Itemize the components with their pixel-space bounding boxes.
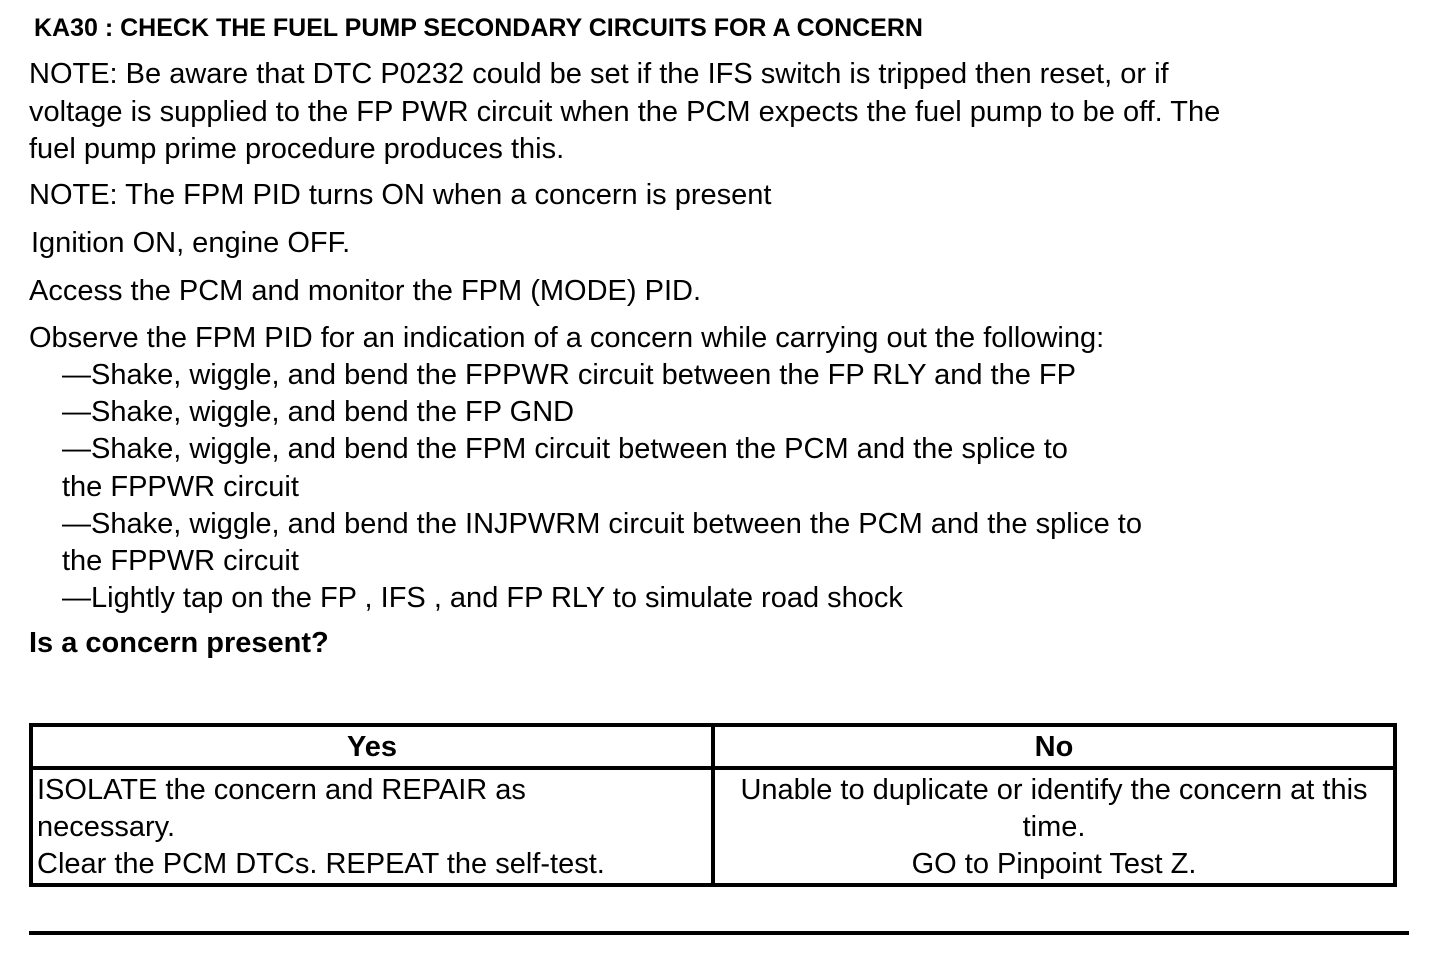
decision-table — [29, 723, 1397, 887]
note-line: voltage is supplied to the FP PWR circuit when the PCM expects the fuel pump to be off. The — [29, 95, 1221, 128]
yes-action-cell — [31, 768, 713, 885]
list-item: —Shake, wiggle, and bend the FPPWR circuit between the FP RLY and the FP — [62, 359, 1076, 391]
note-fpm-pid: NOTE: The FPM PID turns ON when a concern is present — [29, 179, 772, 211]
question-concern-present: Is a concern present? — [29, 627, 329, 659]
yes-action-line: Clear the PCM DTCs. REPEAT the self-test. — [37, 848, 605, 880]
list-item: —Shake, wiggle, and bend the FP GND — [62, 396, 575, 429]
table-header-row — [31, 725, 1395, 768]
step-heading: KA30 : CHECK THE FUEL PUMP SECONDARY CIRCUITS FOR A CONCERN — [34, 14, 923, 42]
step-access-pcm: Access the PCM and monitor the FPM (MODE) PID. — [29, 275, 702, 307]
no-action-cell — [713, 768, 1395, 885]
step-observe: Observe the FPM PID for an indication of a concern while carrying out the following: — [29, 322, 1105, 354]
yes-action-line: ISOLATE the concern and REPAIR as — [37, 774, 526, 806]
list-item: —Shake, wiggle, and bend the INJPWRM circuit between the PCM and the splice to — [62, 507, 1142, 540]
list-item: —Lightly tap on the FP , IFS , and FP RLY to simulate road shock — [62, 582, 903, 615]
note-fuel-pump-prime — [29, 56, 1220, 169]
list-item: the FPPWR circuit — [62, 470, 299, 503]
yes-header: Yes — [31, 725, 713, 768]
note-line: NOTE: Be aware that DTC P0232 could be set if the IFS switch is tripped then reset, or if — [29, 58, 1169, 90]
yes-action-line: necessary. — [37, 811, 176, 843]
wiggle-test-list — [62, 357, 1142, 617]
no-header: No — [713, 725, 1395, 768]
list-item: the FPPWR circuit — [62, 545, 299, 578]
step-ignition: Ignition ON, engine OFF. — [31, 227, 351, 259]
note-line: fuel pump prime procedure produces this. — [29, 133, 565, 165]
no-action-line: Unable to duplicate or identify the concern at this time. — [740, 774, 1368, 843]
no-action-line: GO to Pinpoint Test Z. — [911, 848, 1197, 880]
footer-divider — [29, 931, 1409, 935]
list-item: —Shake, wiggle, and bend the FPM circuit between the PCM and the splice to — [62, 433, 1068, 466]
table-row — [31, 768, 1395, 885]
